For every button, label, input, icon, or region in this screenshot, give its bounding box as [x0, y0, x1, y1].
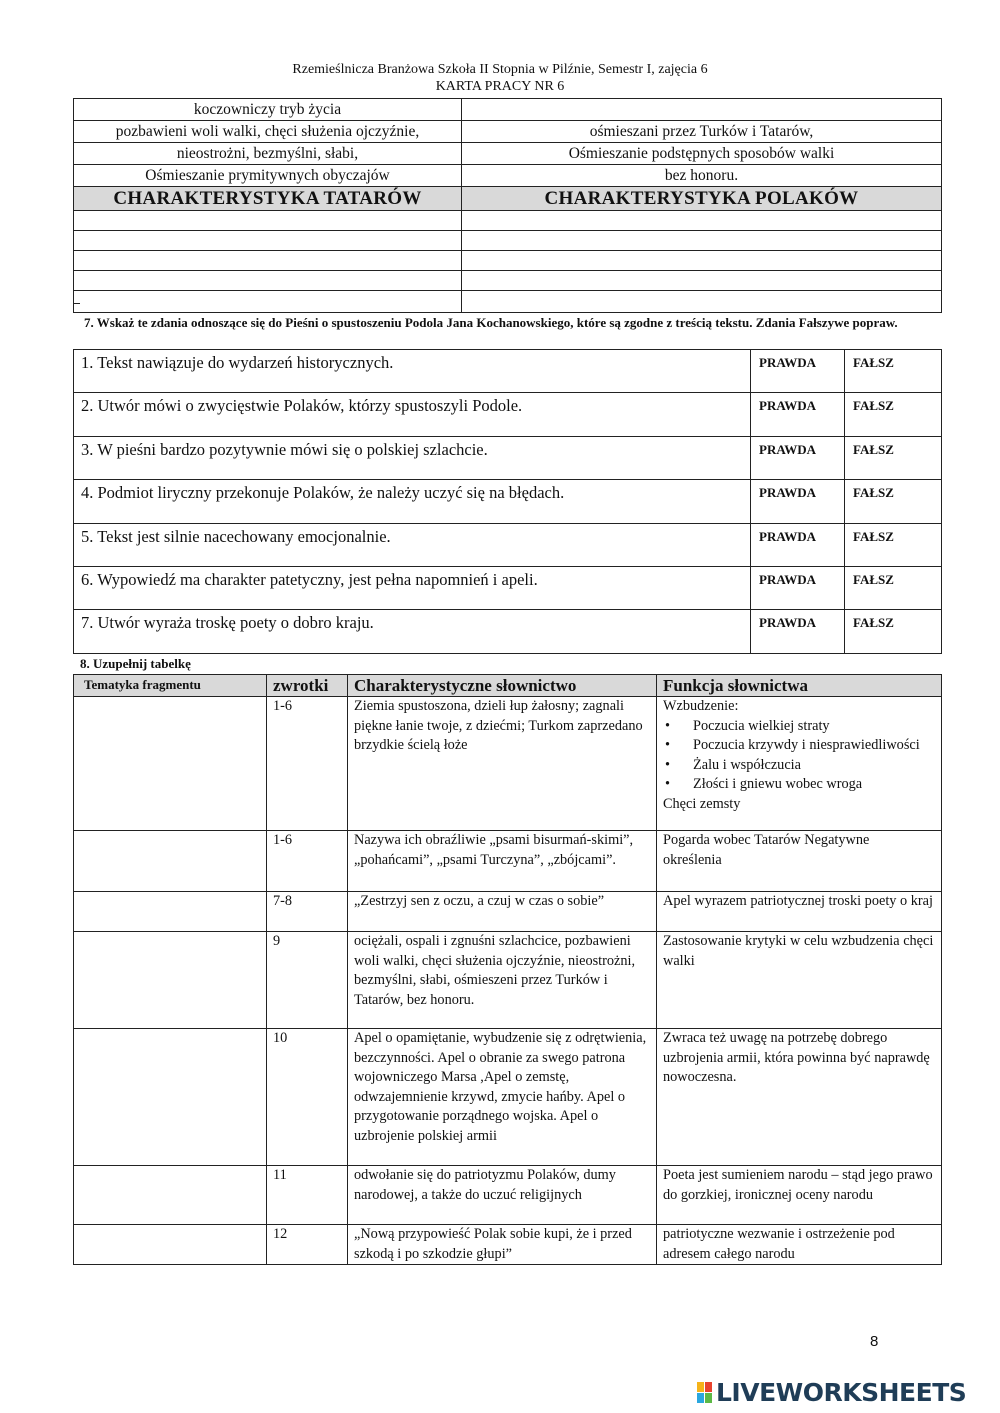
vocabulary-row	[74, 1029, 942, 1166]
statement-row	[74, 393, 942, 436]
vocabulary-cell: „Nową przypowieść Polak sobie kupi, że i przed szkodą i po szkodzie głupi”	[348, 1225, 657, 1265]
word-bank-cell: bez honoru.	[462, 165, 942, 187]
poles-answer-slot[interactable]	[462, 291, 942, 313]
vocabulary-row	[74, 1225, 942, 1265]
function-outro: Chęci zemsty	[663, 795, 741, 812]
statement-text: 6. Wypowiedź ma charakter patetyczny, jest pełna napomnień i apeli.	[74, 566, 751, 609]
word-bank-cell: ośmieszani przez Turków i Tatarów,	[462, 121, 942, 143]
tatars-header: CHARAKTERYSTYKA TATARÓW	[74, 187, 462, 211]
vocabulary-cell: Apel o opamiętanie, wybudzenie się z odrętwienia, bezczynności. Apel o obranie za swego patrona wojowniczego Marsa ,Apel o zemstę, odwzajemnienie krzywd, zmycie hańby. Apel o przygotowanie porządnego wojska. Apel o uzbrojenie polskiej armii	[348, 1029, 657, 1166]
function-cell: patriotyczne wezwanie i ostrzeżenie pod adresem całego narodu	[657, 1225, 942, 1265]
word-bank-cell: Ośmieszanie podstępnych sposobów walki	[462, 143, 942, 165]
statement-text: 2. Utwór mówi o zwycięstwie Polaków, którzy spustoszyli Podole.	[74, 393, 751, 436]
stanza-cell: 11	[267, 1166, 348, 1225]
vocabulary-cell: Nazywa ich obraźliwie „psami bisurmań-skimi”, „pohańcami”, „psami Turczyna”, „zbójcami”.	[348, 831, 657, 892]
word-bank-cell: nieostrożni, bezmyślni, słabi,	[74, 143, 462, 165]
poles-answer-slot[interactable]	[462, 211, 942, 231]
word-bank-cell: koczowniczy tryb życia	[74, 99, 462, 121]
poles-answer-slot[interactable]	[462, 271, 942, 291]
header-school: Rzemieślnicza Branżowa Szkoła II Stopnia w Pilźnie, Semestr I, zajęcia 6	[292, 62, 708, 77]
tatars-answer-slot[interactable]	[74, 211, 462, 231]
topic-answer-slot[interactable]	[74, 932, 267, 1029]
false-option[interactable]: FAŁSZ	[845, 566, 942, 609]
function-cell: Zwraca też uwagę na potrzebę dobrego uzbrojenia armii, która powinna być naprawdę nowoczesna.	[657, 1029, 942, 1166]
column-header-topic: Tematyka fragmentu	[74, 675, 267, 697]
topic-answer-slot[interactable]	[74, 831, 267, 892]
function-intro: Wzbudzenie:	[663, 698, 739, 714]
vocabulary-row	[74, 1166, 942, 1225]
false-option[interactable]: FAŁSZ	[845, 436, 942, 479]
vocabulary-cell: ociężali, ospali i zgnuśni szlachcice, pozbawieni woli walki, chęci służenia ojczyźnie, nieostrożni, bezmyślni, słabi, ośmieszeni przez Turków i Tatarów, bez honoru.	[348, 932, 657, 1029]
statement-text: 4. Podmiot liryczny przekonuje Polaków, że należy uczyć się na błędach.	[74, 480, 751, 523]
vocabulary-table	[73, 674, 942, 1265]
stanza-cell: 1-6	[267, 697, 348, 831]
topic-answer-slot[interactable]	[74, 892, 267, 932]
true-option[interactable]: PRAWDA	[751, 393, 845, 436]
characteristics-table	[73, 98, 942, 313]
function-list-item: • Żalu i współczucia	[663, 756, 935, 776]
statement-row	[74, 523, 942, 566]
word-bank-cell: Ośmieszanie prymitywnych obyczajów	[74, 165, 462, 187]
false-option[interactable]: FAŁSZ	[845, 523, 942, 566]
function-cell: Zastosowanie krytyki w celu wzbudzenia chęci walki	[657, 932, 942, 1029]
poles-header: CHARAKTERYSTYKA POLAKÓW	[462, 187, 942, 211]
vocabulary-row	[74, 831, 942, 892]
statement-row	[74, 610, 942, 653]
statement-row	[74, 350, 942, 393]
vocabulary-header-row	[74, 675, 942, 697]
poles-answer-slot[interactable]	[462, 231, 942, 251]
word-bank-row	[74, 165, 942, 187]
stanza-cell: 7-8	[267, 892, 348, 932]
word-bank-row	[74, 143, 942, 165]
true-option[interactable]: PRAWDA	[751, 610, 845, 653]
task8-instruction: 8. Uzupełnij tabelkę	[80, 656, 191, 671]
false-option[interactable]: FAŁSZ	[845, 480, 942, 523]
true-option[interactable]: PRAWDA	[751, 350, 845, 393]
function-cell: Pogarda wobec Tatarów Negatywne określenia	[657, 831, 942, 892]
task7-instruction: 7. Wskaż te zdania odnoszące się do Pieśni o spustoszeniu Podola Jana Kochanowskiego, które są zgodne z treścią tekstu. Zdania Fałszywe popraw.	[84, 315, 898, 330]
liveworksheets-logo	[697, 1378, 967, 1407]
page-number: 8	[870, 1333, 879, 1350]
false-option[interactable]: FAŁSZ	[845, 350, 942, 393]
column-header-stanzas: zwrotki	[267, 675, 348, 697]
statement-row	[74, 480, 942, 523]
poles-answer-slot[interactable]	[462, 251, 942, 271]
word-bank-cell	[462, 99, 942, 121]
table-corner-mark	[73, 290, 80, 304]
topic-answer-slot[interactable]	[74, 697, 267, 831]
header-worksheet-title: KARTA PRACY NR 6	[435, 79, 565, 94]
topic-answer-slot[interactable]	[74, 1225, 267, 1265]
statement-text: 5. Tekst jest silnie nacechowany emocjonalnie.	[74, 523, 751, 566]
function-cell: Poeta jest sumieniem narodu – stąd jego prawo do gorzkiej, ironicznej oceny narodu	[657, 1166, 942, 1225]
stanza-cell: 1-6	[267, 831, 348, 892]
true-option[interactable]: PRAWDA	[751, 436, 845, 479]
true-option[interactable]: PRAWDA	[751, 523, 845, 566]
function-cell	[657, 697, 942, 831]
vocabulary-row	[74, 697, 942, 831]
vocabulary-cell: Ziemia spustoszona, dzieli łup żałosny; zagnali piękne łanie twoje, z dziećmi; Turkom zaprzedano brzydkie ścielą łoże	[348, 697, 657, 831]
function-list-item: • Złości i gniewu wobec wroga	[663, 775, 935, 795]
topic-answer-slot[interactable]	[74, 1029, 267, 1166]
true-option[interactable]: PRAWDA	[751, 566, 845, 609]
liveworksheets-wordmark: LIVEWORKSHEETS	[716, 1378, 967, 1407]
function-list-item: • Poczucia krzywdy i niesprawiedliwości	[663, 736, 935, 756]
word-bank-row	[74, 99, 942, 121]
true-option[interactable]: PRAWDA	[751, 480, 845, 523]
vocabulary-cell: „Zestrzyj sen z oczu, a czuj w czas o sobie”	[348, 892, 657, 932]
stanza-cell: 12	[267, 1225, 348, 1265]
word-bank-cell: pozbawieni woli walki, chęci służenia ojczyźnie,	[74, 121, 462, 143]
stanza-cell: 10	[267, 1029, 348, 1166]
statement-text: 7. Utwór wyraża troskę poety o dobro kraju.	[74, 610, 751, 653]
false-option[interactable]: FAŁSZ	[845, 393, 942, 436]
statement-row	[74, 436, 942, 479]
statement-text: 3. W pieśni bardzo pozytywnie mówi się o polskiej szlachcie.	[74, 436, 751, 479]
true-false-table	[73, 349, 942, 654]
tatars-answer-slot[interactable]	[74, 291, 462, 313]
statement-row	[74, 566, 942, 609]
vocabulary-cell: odwołanie się do patriotyzmu Polaków, dumy narodowej, a także do uczuć religijnych	[348, 1166, 657, 1225]
tatars-answer-slot[interactable]	[74, 271, 462, 291]
function-cell: Apel wyrazem patriotycznej troski poety o kraj	[657, 892, 942, 932]
characteristics-header-row	[74, 187, 942, 211]
word-bank-row	[74, 121, 942, 143]
function-list	[663, 717, 935, 795]
liveworksheets-logo-icon	[697, 1382, 713, 1404]
vocabulary-row	[74, 932, 942, 1029]
column-header-function: Funkcja słownictwa	[657, 675, 942, 697]
function-list-item: • Poczucia wielkiej straty	[663, 717, 935, 737]
column-header-vocabulary: Charakterystyczne słownictwo	[348, 675, 657, 697]
statement-text: 1. Tekst nawiązuje do wydarzeń historycznych.	[74, 350, 751, 393]
false-option[interactable]: FAŁSZ	[845, 610, 942, 653]
stanza-cell: 9	[267, 932, 348, 1029]
topic-answer-slot[interactable]	[74, 1166, 267, 1225]
vocabulary-row	[74, 892, 942, 932]
tatars-answer-slot[interactable]	[74, 251, 462, 271]
tatars-answer-slot[interactable]	[74, 231, 462, 251]
